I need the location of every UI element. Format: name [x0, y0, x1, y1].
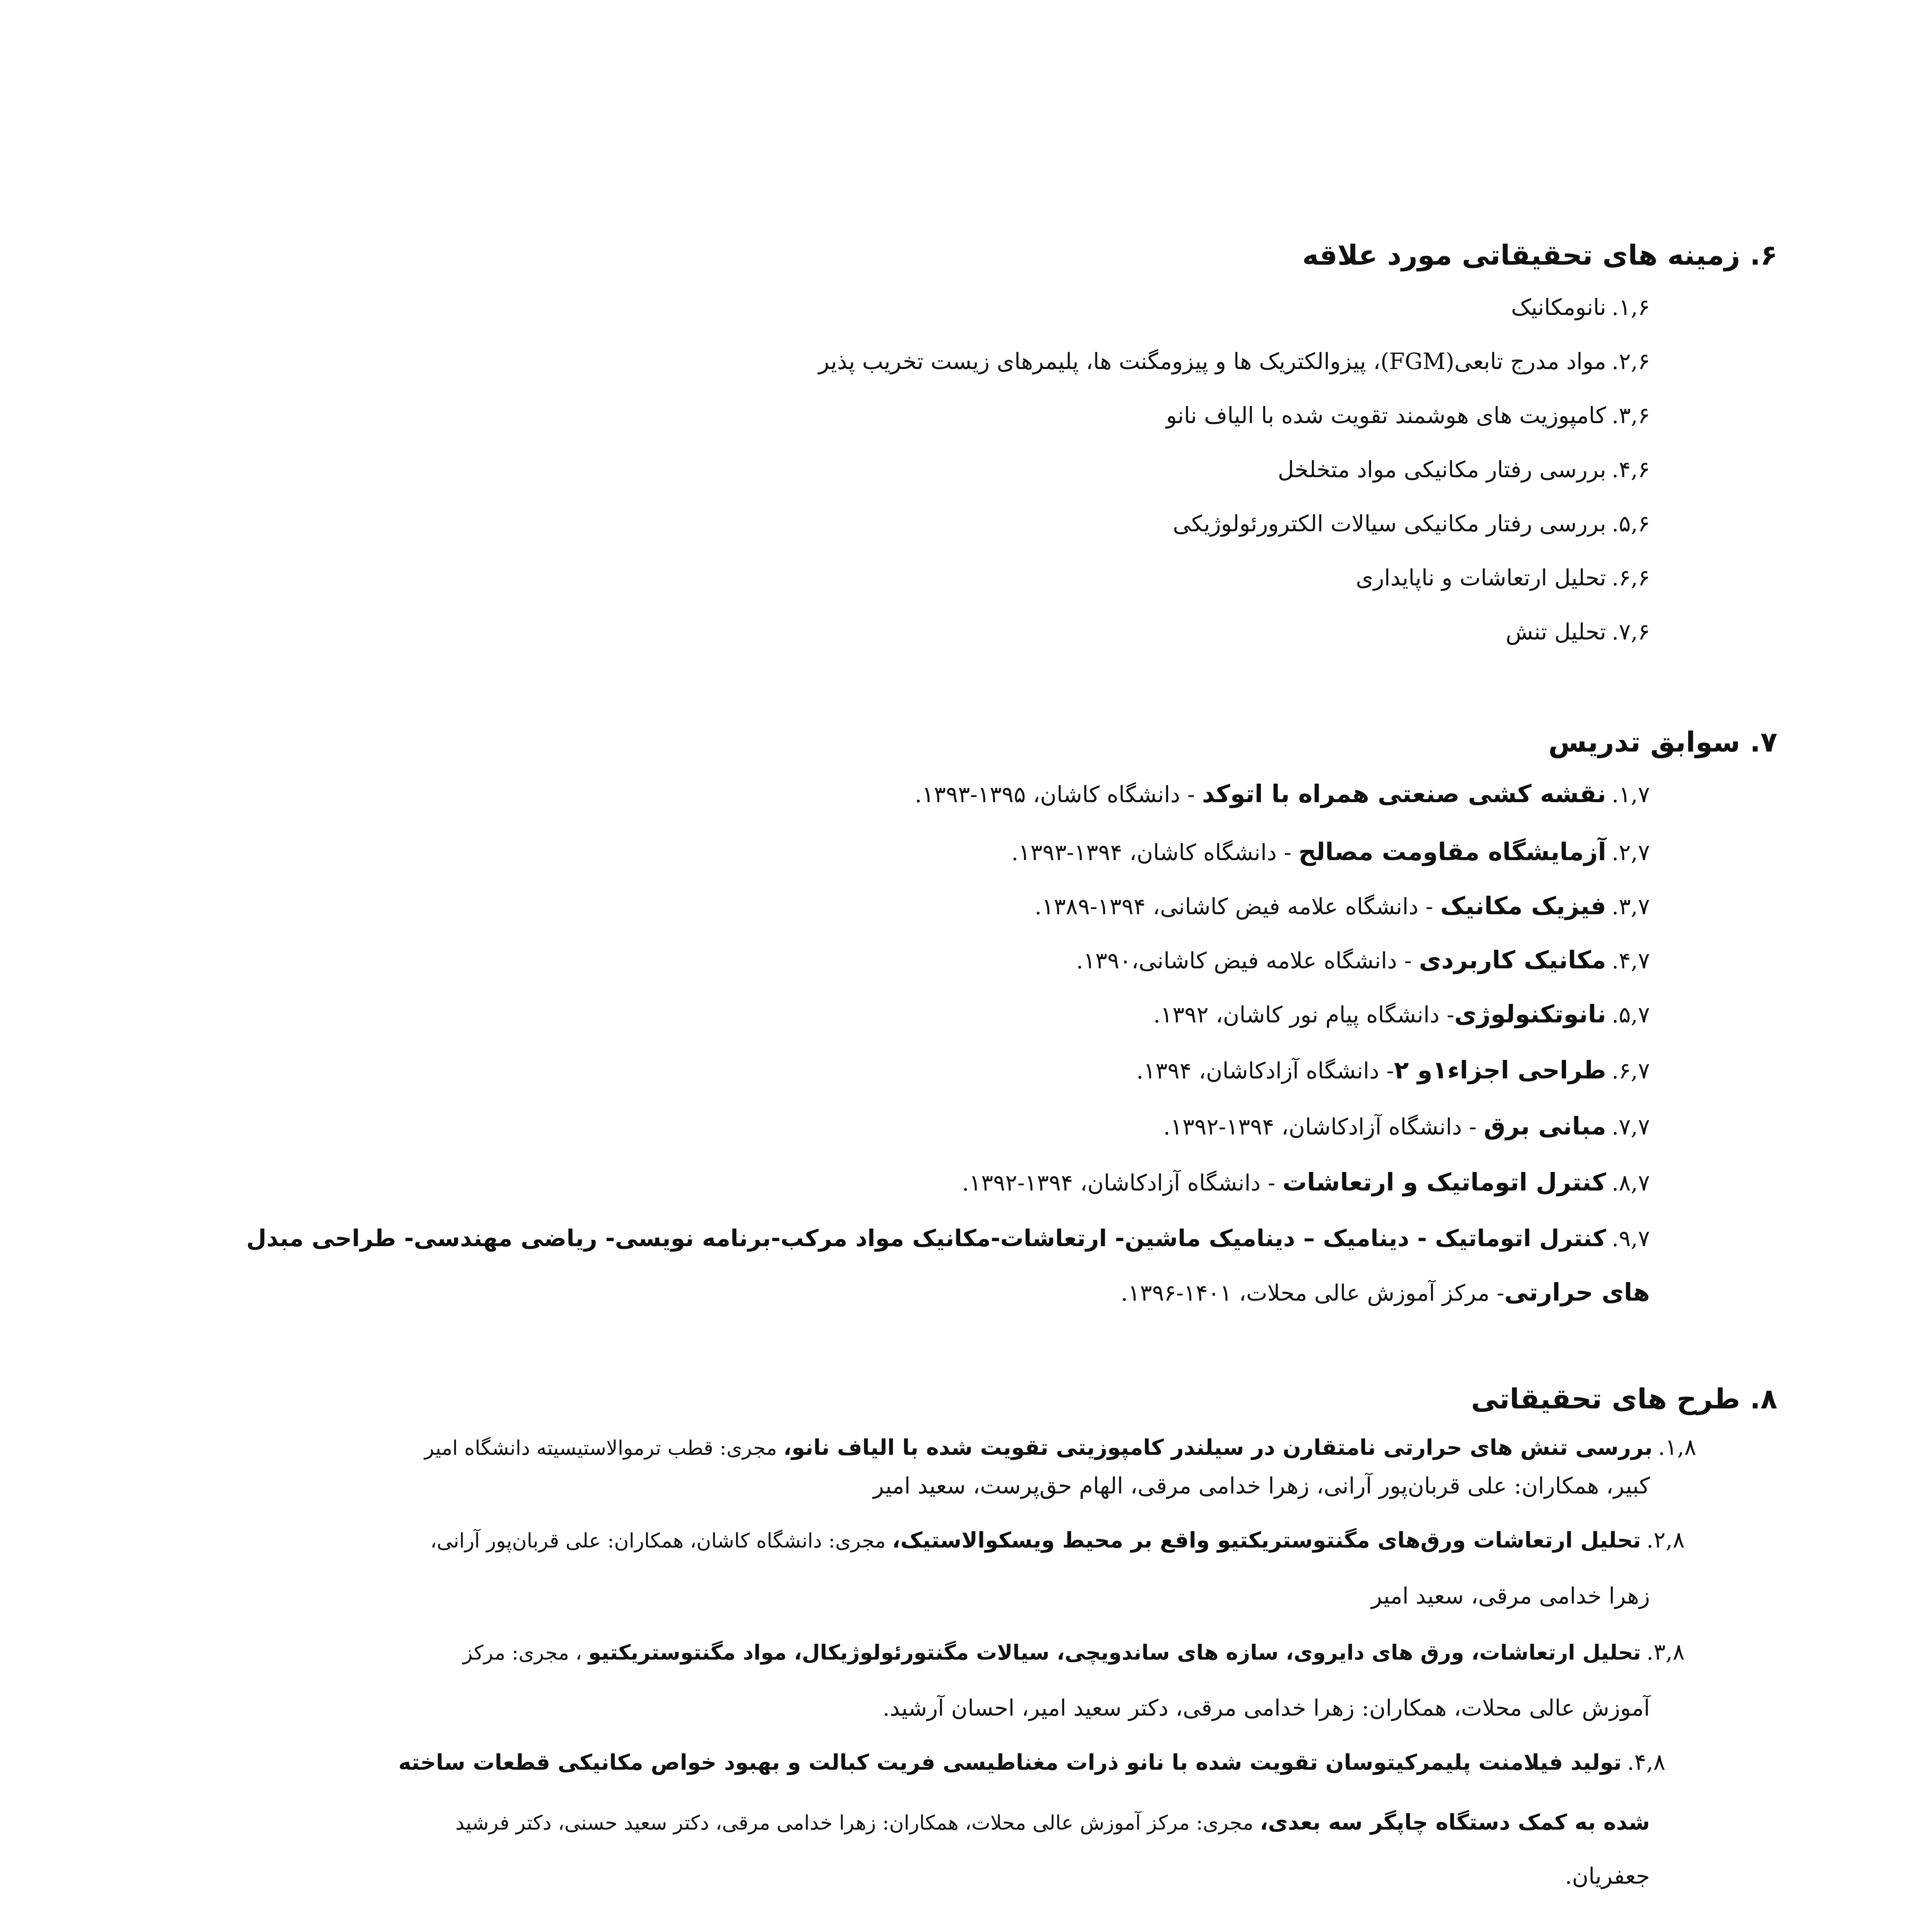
item-number: ۹,۷.: [1611, 1225, 1650, 1252]
project-detail: مجری: دانشگاه کاشان، همکاران: علی قربان‌پور آرانی،: [430, 1529, 892, 1553]
item-number: ۳,۷.: [1611, 893, 1650, 920]
list-item-continuation: [1371, 1578, 1650, 1613]
item-text: بررسی رفتار مکانیکی سیالات الکترورئولوژیکی: [1173, 510, 1606, 537]
item-number: ۶,۷.: [1611, 1058, 1650, 1084]
list-item-continuation: [873, 1468, 1650, 1503]
course-detail: - مرکز آموزش عالی محلات، ۱۴۰۱-۱۳۹۶.: [1121, 1280, 1505, 1306]
section-title: ۷. سوابق تدریس: [1548, 726, 1777, 758]
course-detail: - دانشگاه علامه فیض کاشانی، ۱۳۹۴-۱۳۸۹.: [1034, 893, 1440, 920]
list-item: [962, 1165, 1650, 1200]
course-name: مبانی برق: [1483, 1112, 1606, 1140]
item-text: تحلیل ارتعاشات و ناپایداری: [1355, 565, 1606, 591]
section-title: ۸. طرح های تحقیقاتی: [1471, 1383, 1777, 1415]
item-number: ۳,۶.: [1611, 402, 1650, 429]
item-number: ۱,۸.: [1658, 1434, 1696, 1460]
list-item: [463, 1634, 1685, 1670]
list-item: [1076, 943, 1650, 978]
list-item: [1173, 506, 1650, 541]
list-item: [1153, 997, 1650, 1032]
course-detail: - دانشگاه آزادکاشان، ۱۳۹۴.: [1136, 1058, 1394, 1084]
course-detail: - دانشگاه کاشان، ۱۳۹۴-۱۳۹۳.: [1011, 839, 1299, 866]
item-number: ۸,۷.: [1611, 1170, 1650, 1196]
project-title: شده به کمک دستگاه چاپگر سه بعدی،: [1260, 1810, 1650, 1835]
list-item: [1356, 560, 1650, 595]
item-text: بررسی رفتار مکانیکی مواد متخلخل: [1277, 456, 1606, 483]
item-number: ۷,۶.: [1611, 619, 1650, 645]
item-number: ۵,۶.: [1611, 510, 1650, 537]
list-item-continuation: [883, 1690, 1650, 1725]
list-item: [398, 1745, 1665, 1780]
course-name: های حرارتی: [1504, 1278, 1650, 1306]
course-name: طراحی اجزاء۱و ۲: [1394, 1056, 1606, 1084]
course-name: کنترل اتوماتیک و ارتعاشات: [1282, 1168, 1606, 1196]
project-detail: زهرا خدامی مرقی، سعید امیر: [1371, 1583, 1650, 1609]
list-item: [818, 344, 1650, 379]
project-detail: کبیر، همکاران: علی قربان‌پور آرانی، زهرا خدامی مرقی، الهام حق‌پرست، سعید امیر: [873, 1473, 1650, 1499]
course-detail: - دانشگاه پیام نور کاشان، ۱۳۹۲.: [1153, 1002, 1454, 1028]
course-detail: - دانشگاه کاشان، ۱۳۹۵-۱۳۹۳.: [915, 781, 1202, 808]
item-number: ۲,۶.: [1611, 348, 1650, 374]
course-name: کنترل اتوماتیک - دینامیک – دینامیک ماشین- ارتعاشات-مکانیک مواد مرکب-برنامه نویسی- ریاضی مهندسی- طراحی مبدل: [246, 1225, 1606, 1252]
list-item: [1035, 889, 1650, 924]
item-text: تحلیل تنش: [1505, 619, 1606, 645]
course-name: نانوتکنولوژی: [1454, 1000, 1606, 1028]
list-item: [1136, 1053, 1650, 1088]
item-number: ۵,۷.: [1611, 1002, 1650, 1028]
item-text: نانومکانیک: [1511, 294, 1606, 320]
list-item-continuation: [455, 1804, 1650, 1840]
item-number: ۷,۷.: [1611, 1114, 1650, 1140]
item-number: ۴,۶.: [1611, 456, 1650, 483]
item-number: ۱,۶.: [1611, 294, 1650, 320]
list-item: [246, 1221, 1650, 1256]
section-title: ۶. زمینه های تحقیقاتی مورد علاقه: [1302, 239, 1777, 271]
list-item: [1506, 614, 1650, 649]
item-number: ۴,۷.: [1611, 947, 1650, 974]
list-item: [1278, 452, 1650, 487]
item-text: مواد مدرج تابعی(FGM)، پیزوالکتریک ها و پیزومگنت ها، پلیمرهای زیست تخریب پذیر: [818, 348, 1606, 374]
course-name: آزمایشگاه مقاومت مصالح: [1298, 838, 1606, 866]
item-number: ۶,۶.: [1611, 565, 1650, 591]
course-name: فیزیک مکانیک: [1440, 892, 1606, 920]
project-title: تحلیل ارتعاشات، ورق های دایروی، سازه های ساندویچی، سیالات مگنتورئولوژیکال، مواد مگنتوستریکتیو: [588, 1640, 1641, 1665]
item-number: ۴,۸.: [1627, 1749, 1665, 1775]
item-number: ۲,۸.: [1646, 1527, 1685, 1553]
list-item-continuation: [1565, 1859, 1650, 1893]
item-text: کامپوزیت های هوشمند تقویت شده با الیاف نانو: [1166, 402, 1606, 429]
project-title: تولید فیلامنت پلیمرکیتوسان تقویت شده با نانو ذرات مغناطیسی فریت کبالت و بهبود خواص مکانیکی قطعات ساخته: [398, 1750, 1622, 1775]
item-number: ۳,۸.: [1646, 1639, 1685, 1665]
project-detail: جعفریان.: [1565, 1863, 1650, 1889]
list-item: [1011, 835, 1650, 870]
project-detail: مجری: قطب ترموالاستیسیته دانشگاه امیر: [424, 1437, 784, 1460]
course-detail: - دانشگاه علامه فیض کاشانی،۱۳۹۰.: [1076, 947, 1419, 974]
item-number: ۱,۷.: [1611, 781, 1650, 808]
project-detail: آموزش عالی محلات، همکاران: زهرا خدامی مرقی، دکتر سعید امیر، احسان آرشید.: [883, 1695, 1650, 1721]
project-title: تحلیل ارتعاشات ورق‌های مگنتوستریکتیو واقع بر محیط ویسکوالاستیک،: [892, 1528, 1641, 1553]
list-item: [1163, 1109, 1650, 1144]
course-name: مکانیک کاربردی: [1419, 946, 1606, 974]
course-detail: - دانشگاه آزادکاشان، ۱۳۹۴-۱۳۹۲.: [962, 1170, 1282, 1196]
project-title: بررسی تنش های حرارتی نامتقارن در سیلندر کامپوزیتی تقویت شده با الیاف نانو،: [783, 1435, 1653, 1460]
item-number: ۲,۷.: [1611, 839, 1650, 866]
project-detail: ، مجری: مرکز: [463, 1641, 588, 1665]
list-item: [430, 1522, 1685, 1558]
list-item: [1166, 398, 1650, 433]
project-detail: مجری: مرکز آموزش عالی محلات، همکاران: زهرا خدامی مرقی، دکتر سعید حسنی، دکتر فرشید: [455, 1811, 1260, 1835]
list-item: [1511, 290, 1650, 325]
list-item: [915, 777, 1650, 812]
list-item: [424, 1430, 1696, 1466]
course-detail: - دانشگاه آزادکاشان، ۱۳۹۴-۱۳۹۲.: [1163, 1114, 1484, 1140]
course-name: نقشه کشی صنعتی همراه با اتوکد: [1202, 780, 1606, 808]
list-item-continuation: [1121, 1275, 1650, 1310]
